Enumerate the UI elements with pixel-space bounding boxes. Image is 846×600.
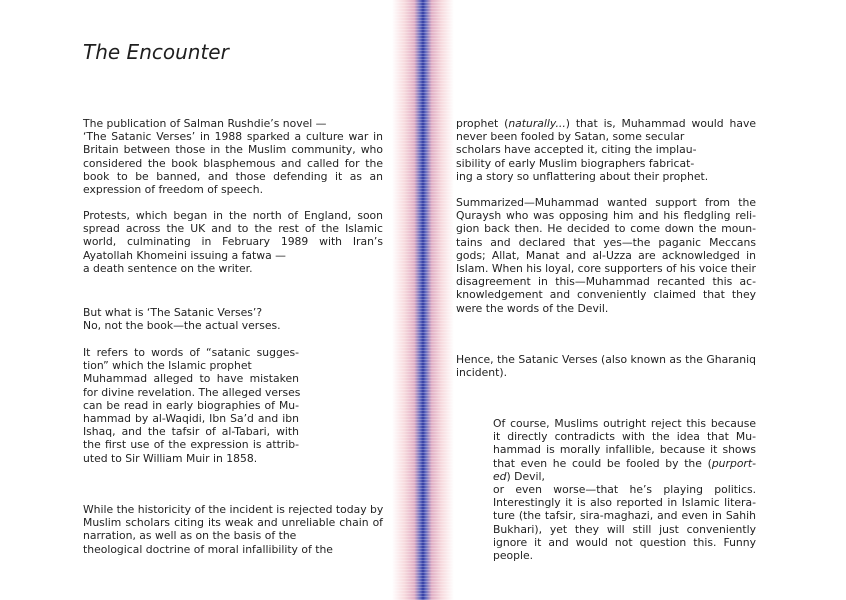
- left-paragraph-2: Protests, which began in the north of England, soon spread across the UK and to the rest of the Islamic world, culminating in February 1989 with Iran’s Ayatollah Khomeini issuing a fatwa — a death sentence on the writer.: [83, 209, 383, 275]
- left-paragraph-3: But what is ‘The Satanic Verses’? No, not the book—the actual verses.: [83, 306, 281, 333]
- book-spine-gutter: [392, 0, 454, 600]
- right-paragraph-4: Of course, Muslims outright reject this because it directly contradicts with the idea that Mu- hammad is morally infallible, because it shows that even he could be fooled by the (purport- ed) Devil, or even worse—that he’s playing politics. Interestingly it is also reported in Islamic litera- ture (the tafsir, sira-maghazi, and even in Sahih Bukhari), yet they will still just conveniently ignore it and would not question this. Funny people.: [493, 417, 756, 563]
- page-title: The Encounter: [83, 40, 229, 64]
- right-paragraph-3: Hence, the Satanic Verses (also known as the Gharaniq incident).: [456, 353, 756, 380]
- left-paragraph-1: The publication of Salman Rushdie’s novel — ‘The Satanic Verses’ in 1988 sparked a culture war in Britain between those in the Muslim community, who considered the book blasphemous and called for the book to be banned, and those defending it as an expression of freedom of speech.: [83, 117, 383, 197]
- right-paragraph-2: Summarized—Muhammad wanted support from the Quraysh who was opposing him and his fledgling reli- gion back then. He decided to come down the moun- tains and declared that yes—the paganic Meccans gods; Allat, Manat and al-Uzza are acknowledged in Islam. When his loyal, core supporters of his voice their disagreement in this—Muhammad recanted this ac- knowledgement and conveniently claimed that they were the words of the Devil.: [456, 196, 756, 315]
- left-paragraph-5: While the historicity of the incident is rejected today by Muslim scholars citing its weak and unreliable chain of narration, as well as on the basis of the theological doctrine of moral infallibility of the: [83, 503, 384, 556]
- right-paragraph-1: prophet (naturally...) that is, Muhammad would have never been fooled by Satan, some secular scholars have accepted it, citing the implau- sibility of early Muslim biographers fabricat- ing a story so unflattering about their prophet.: [456, 117, 756, 183]
- left-paragraph-4: It refers to words of “satanic sugges- tion” which the Islamic prophet Muhammad alleged to have mistaken for divine revelation. The alleged verses can be read in early biographies of Mu- hammad by al-Waqidi, Ibn Sa’d and ibn Ishaq, and the tafsir of al-Tabari, with the first use of the expression is attrib- uted to Sir William Muir in 1858.: [83, 346, 301, 465]
